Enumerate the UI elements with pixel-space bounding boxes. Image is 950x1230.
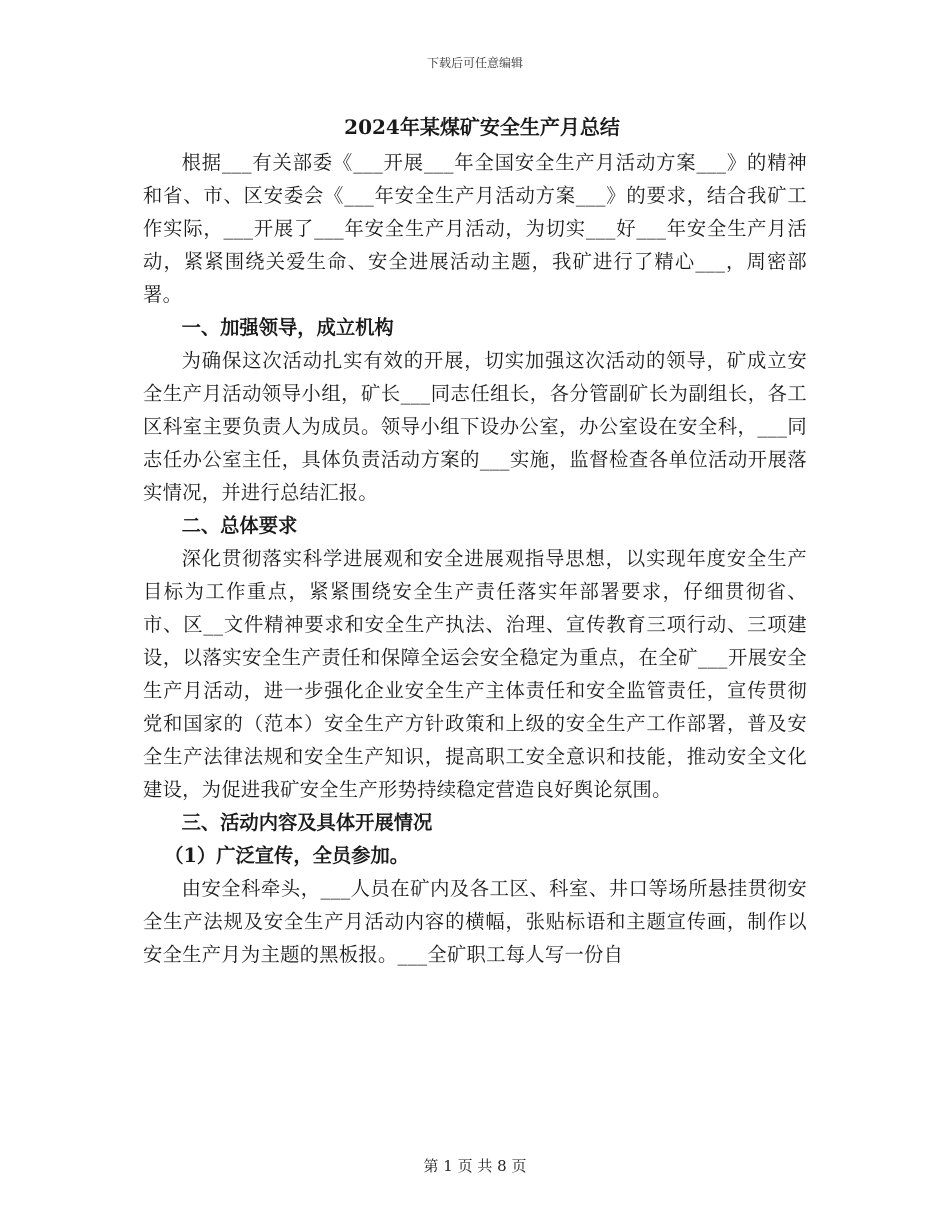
document-title: 2024年某煤矿安全生产月总结	[344, 115, 620, 139]
section-1-heading: 一、加强领导，成立机构	[181, 316, 394, 339]
section-3-1-heading: （1）广泛宣传，全员参加。	[164, 844, 410, 867]
page-number-footer: 第 1 页 共 8 页	[423, 1157, 527, 1175]
section-1-paragraph: 为确保这次活动扎实有效的开展，切实加强这次活动的领导，矿成立安全生产月活动领导小组，矿长___同志任组长，各分管副矿长为副组长，各工区科室主要负责人为成员。领导小组下设办公室，办公室设在安全科，___同志任办公室主任，具体负责活动方案的___实施，监督检查各单位活动开展落实情况，并进行总结汇报。	[143, 349, 807, 504]
header-note: 下载后可任意编辑	[426, 56, 523, 70]
intro-paragraph: 根据___有关部委《___开展___年全国安全生产月活动方案___》的精神和省、市、区安委会《___年安全生产月活动方案___》的要求，结合我矿工作实际，___开展了___年安全生产月活动，为切实___好___年安全生产月活动，紧紧围绕关爱生命、安全进展活动主题，我矿进行了精心___，周密部署。	[143, 151, 807, 306]
document-body	[143, 108, 807, 971]
section-3-heading: 三、活动内容及具体开展情况	[181, 811, 433, 834]
section-3-1-paragraph: 由安全科牵头，___人员在矿内及各工区、科室、井口等场所悬挂贯彻安全生产法规及安全生产月活动内容的横幅，张贴标语和主题宣传画，制作以安全生产月为主题的黑板报。___全矿职工每人写一份自	[143, 877, 807, 966]
section-2-paragraph: 深化贯彻落实科学进展观和安全进展观指导思想，以实现年度安全生产目标为工作重点，紧紧围绕安全生产责任落实年部署要求，仔细贯彻省、市、区__文件精神要求和安全生产执法、治理、宣传教育三项行动、三项建设，以落实安全生产责任和保障全运会安全稳定为重点，在全矿___开展安全生产月活动，进一步强化企业安全生产主体责任和安全监管责任，宣传贯彻党和国家的（范本）安全生产方针政策和上级的安全生产工作部署，普及安全生产法律法规和安全生产知识，提高职工安全意识和技能，推动安全文化建设，为促进我矿安全生产形势持续稳定营造良好舆论氛围。	[143, 547, 807, 801]
section-2-heading: 二、总体要求	[181, 514, 298, 537]
